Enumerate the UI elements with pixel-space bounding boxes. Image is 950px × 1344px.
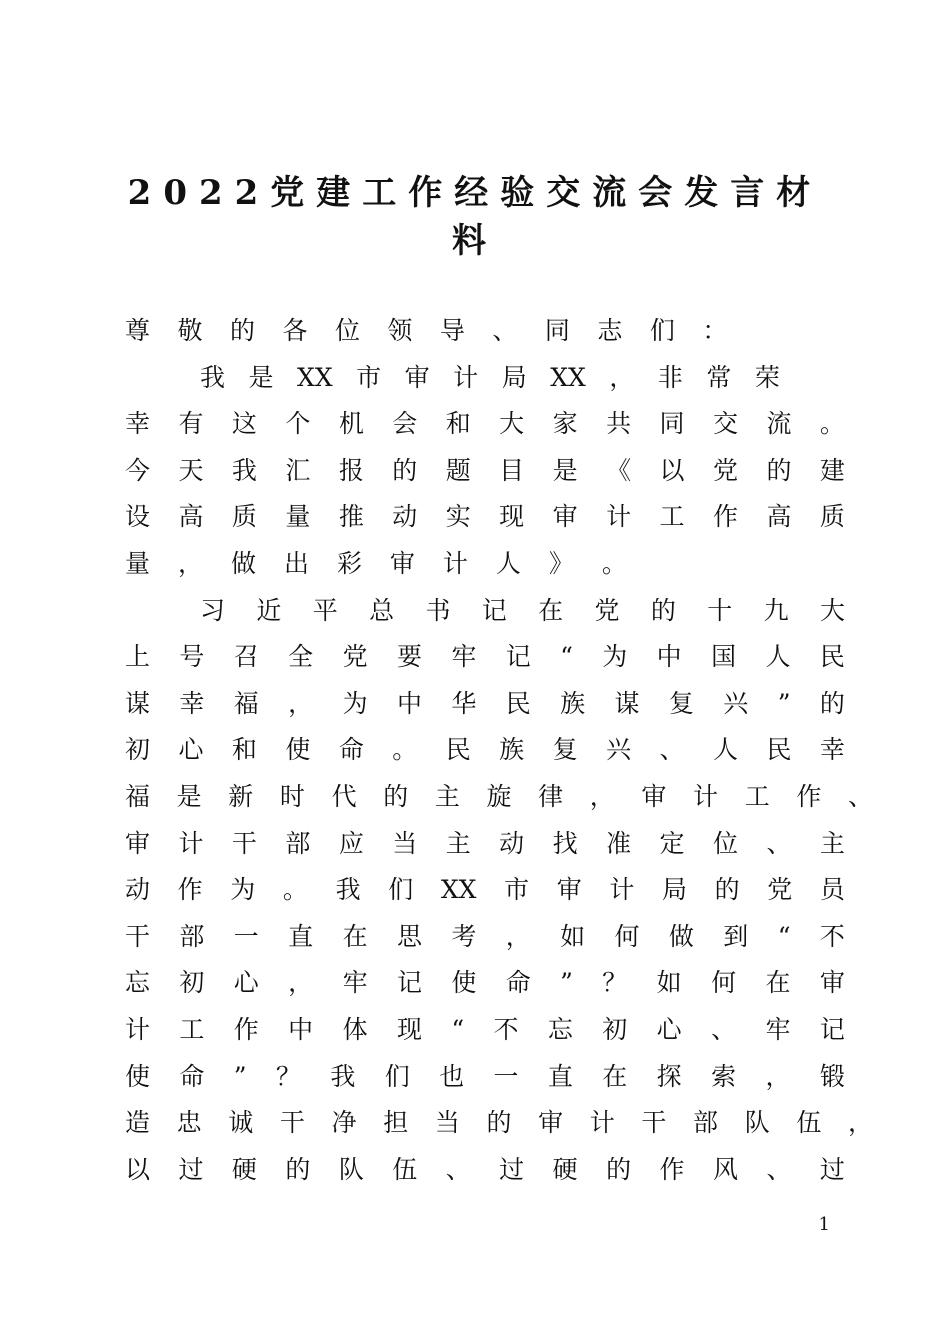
line-glyph: 审 xyxy=(404,362,430,392)
line-glyph: ， xyxy=(288,968,314,998)
line-glyph: 。 xyxy=(282,875,308,905)
document-line xyxy=(125,1100,873,1146)
line-glyph: 大 xyxy=(499,409,525,439)
line-glyph: 新 xyxy=(228,782,254,811)
line-glyph: 平 xyxy=(312,595,338,625)
line-glyph: 质 xyxy=(231,502,257,532)
line-glyph: 为 xyxy=(230,875,256,905)
line-glyph: ， xyxy=(847,1108,873,1138)
document-line xyxy=(125,494,845,540)
line-glyph: 过 xyxy=(178,1154,204,1184)
document-line xyxy=(125,1007,845,1053)
document-line xyxy=(125,448,845,494)
line-glyph: 忘 xyxy=(125,968,151,998)
line-glyph: 使 xyxy=(285,735,311,765)
line-glyph: 律 xyxy=(538,782,564,811)
line-glyph: 流 xyxy=(766,409,792,439)
line-glyph: 幸 xyxy=(179,688,205,718)
line-glyph: XX xyxy=(550,362,586,392)
line-glyph: 如 xyxy=(656,968,682,998)
line-glyph: 初 xyxy=(602,1015,628,1044)
line-glyph: 动 xyxy=(125,875,151,905)
line-glyph: 同 xyxy=(659,409,685,439)
line-glyph: 干 xyxy=(641,1108,667,1138)
line-glyph: 这 xyxy=(231,409,257,439)
line-glyph: 部 xyxy=(179,921,205,951)
line-glyph: 同 xyxy=(544,316,570,345)
line-glyph: 题 xyxy=(445,455,471,485)
line-glyph: 领 xyxy=(387,316,413,345)
line-glyph: 我 xyxy=(335,875,361,905)
document-title-line-2: 料 xyxy=(452,221,498,261)
line-glyph: 代 xyxy=(331,782,357,811)
line-glyph: 在 xyxy=(342,921,368,951)
document-line xyxy=(125,774,873,820)
line-glyph: 推 xyxy=(338,502,364,532)
line-glyph: 工 xyxy=(659,502,685,532)
line-glyph: 干 xyxy=(231,828,257,858)
line-glyph: 有 xyxy=(178,409,204,439)
line-glyph: 牢 xyxy=(342,968,368,998)
line-glyph: “ xyxy=(451,1015,465,1044)
line-glyph: 各 xyxy=(282,316,308,345)
line-glyph: 净 xyxy=(331,1108,357,1138)
line-glyph: 计 xyxy=(609,875,635,905)
line-glyph: 号 xyxy=(179,642,205,672)
line-glyph: 市 xyxy=(356,362,382,392)
document-line xyxy=(200,588,845,634)
line-glyph: 福 xyxy=(233,688,259,718)
line-glyph: 荣 xyxy=(754,362,780,392)
line-glyph: 作 xyxy=(177,875,203,905)
document-line xyxy=(125,914,845,960)
line-glyph: 今 xyxy=(125,455,151,485)
line-glyph: 我 xyxy=(330,1061,356,1091)
line-glyph: 尊 xyxy=(125,316,151,345)
line-glyph: 人 xyxy=(495,549,521,578)
line-glyph: 现 xyxy=(499,502,525,532)
line-glyph: ， xyxy=(288,688,314,718)
page-number: 1 xyxy=(818,1214,830,1235)
line-glyph: 心 xyxy=(656,1015,682,1044)
line-glyph: 幸 xyxy=(819,735,845,765)
line-glyph: 命 xyxy=(505,968,531,998)
line-glyph: 们 xyxy=(649,316,675,345)
line-glyph: 谋 xyxy=(125,688,151,718)
document-title-line-1: 2022党建工作经验交流会发言材 xyxy=(127,173,823,213)
line-glyph: 记 xyxy=(505,642,531,672)
line-glyph: 初 xyxy=(179,968,205,998)
line-glyph: 做 xyxy=(230,549,256,578)
line-glyph: 到 xyxy=(723,921,749,951)
line-glyph: 复 xyxy=(552,735,578,765)
line-glyph: 作 xyxy=(233,1015,259,1044)
line-glyph: 不 xyxy=(819,921,845,951)
line-glyph: 实 xyxy=(445,502,471,532)
line-glyph: 书 xyxy=(425,595,451,625)
line-glyph: 命 xyxy=(179,1061,205,1091)
line-glyph: ” xyxy=(777,688,791,718)
line-glyph: 计 xyxy=(589,1108,615,1138)
line-glyph: 审 xyxy=(641,782,667,811)
line-glyph: 作 xyxy=(659,1154,685,1184)
line-glyph: 计 xyxy=(178,828,204,858)
line-glyph: 探 xyxy=(656,1061,682,1091)
line-glyph: 记 xyxy=(396,968,422,998)
line-glyph: 的 xyxy=(392,455,418,485)
line-glyph: 计 xyxy=(453,362,479,392)
line-glyph: 风 xyxy=(712,1154,738,1184)
line-glyph: 定 xyxy=(659,828,685,858)
line-glyph: 直 xyxy=(288,921,314,951)
line-glyph: 工 xyxy=(744,782,770,811)
line-glyph: 做 xyxy=(668,921,694,951)
line-glyph: 民 xyxy=(505,688,531,718)
line-glyph: 审 xyxy=(538,1108,564,1138)
line-glyph: 高 xyxy=(766,502,792,532)
line-glyph: 出 xyxy=(283,549,309,578)
line-glyph: 们 xyxy=(384,1061,410,1091)
line-glyph: 福 xyxy=(125,782,151,811)
line-glyph: 幸 xyxy=(125,409,151,439)
line-glyph: 个 xyxy=(285,409,311,439)
document-line xyxy=(125,401,845,447)
line-glyph: 》 xyxy=(548,549,574,578)
line-glyph: 记 xyxy=(819,1015,845,1044)
document-line xyxy=(125,1147,845,1193)
line-glyph: 员 xyxy=(819,875,845,905)
line-glyph: 民 xyxy=(819,642,845,672)
line-glyph: 彩 xyxy=(336,549,362,578)
line-glyph: 硬 xyxy=(231,1154,257,1184)
line-glyph: 动 xyxy=(499,828,525,858)
line-glyph: 以 xyxy=(659,455,685,485)
line-glyph: “ xyxy=(777,921,791,951)
line-glyph: 和 xyxy=(231,735,257,765)
line-glyph: 一 xyxy=(493,1061,519,1091)
line-glyph: 为 xyxy=(602,642,628,672)
line-glyph: 审 xyxy=(389,549,415,578)
line-glyph: 初 xyxy=(125,735,151,765)
line-glyph: 、 xyxy=(766,828,792,858)
line-glyph: 审 xyxy=(125,828,151,858)
line-glyph: 和 xyxy=(445,409,471,439)
line-glyph: 人 xyxy=(765,642,791,672)
line-glyph: 作 xyxy=(712,502,738,532)
line-glyph: 干 xyxy=(125,921,151,951)
line-glyph: 计 xyxy=(606,502,632,532)
line-glyph: 志 xyxy=(597,316,623,345)
line-glyph: 干 xyxy=(279,1108,305,1138)
line-glyph: 的 xyxy=(650,595,676,625)
line-glyph: 忠 xyxy=(176,1108,202,1138)
line-glyph: 的 xyxy=(819,688,845,718)
line-glyph: 硬 xyxy=(552,1154,578,1184)
line-glyph: 当 xyxy=(434,1108,460,1138)
line-glyph: 以 xyxy=(125,1154,151,1184)
line-glyph: 家 xyxy=(552,409,578,439)
line-glyph: 、 xyxy=(711,1015,737,1044)
line-glyph: 是 xyxy=(248,362,274,392)
line-glyph: 诚 xyxy=(228,1108,254,1138)
line-glyph: 忘 xyxy=(547,1015,573,1044)
line-glyph: 中 xyxy=(656,642,682,672)
line-glyph: 伍 xyxy=(392,1154,418,1184)
line-glyph: 导 xyxy=(439,316,465,345)
line-glyph: 在 xyxy=(765,968,791,998)
line-glyph: 造 xyxy=(125,1108,151,1138)
line-glyph: 、 xyxy=(659,735,685,765)
line-glyph: ” xyxy=(560,968,573,998)
line-glyph: 使 xyxy=(451,968,477,998)
line-glyph: 目 xyxy=(499,455,525,485)
line-glyph: 的 xyxy=(383,782,409,811)
line-glyph: ， xyxy=(177,549,203,578)
line-glyph: 召 xyxy=(233,642,259,672)
line-glyph: 华 xyxy=(451,688,477,718)
line-glyph: 索 xyxy=(711,1061,737,1091)
line-glyph: 市 xyxy=(504,875,530,905)
line-glyph: 审 xyxy=(552,502,578,532)
line-glyph: 党 xyxy=(712,455,738,485)
line-glyph: 的 xyxy=(285,1154,311,1184)
line-glyph: 计 xyxy=(693,782,719,811)
line-glyph: 为 xyxy=(342,688,368,718)
line-glyph: 习 xyxy=(200,595,226,625)
line-glyph: 共 xyxy=(606,409,632,439)
line-glyph: 《 xyxy=(606,455,632,485)
line-glyph: 会 xyxy=(392,409,418,439)
line-glyph: 谋 xyxy=(614,688,640,718)
line-glyph: 部 xyxy=(693,1108,719,1138)
line-glyph: 队 xyxy=(338,1154,364,1184)
line-glyph: 的 xyxy=(229,316,255,345)
line-glyph: 何 xyxy=(711,968,737,998)
line-glyph: 党 xyxy=(342,642,368,672)
line-glyph: 兴 xyxy=(606,735,632,765)
line-glyph: ， xyxy=(589,782,615,811)
line-glyph: 作 xyxy=(796,782,822,811)
line-glyph: 主 xyxy=(434,782,460,811)
line-glyph: ， xyxy=(609,362,635,392)
line-glyph: 找 xyxy=(552,828,578,858)
line-glyph: 位 xyxy=(334,316,360,345)
line-glyph: 过 xyxy=(819,1154,845,1184)
line-glyph: 记 xyxy=(481,595,507,625)
line-glyph: 大 xyxy=(819,595,845,625)
line-glyph: 中 xyxy=(288,1015,314,1044)
line-glyph: 十 xyxy=(707,595,733,625)
line-glyph: 我 xyxy=(200,362,226,392)
line-glyph: 队 xyxy=(744,1108,770,1138)
line-glyph: ， xyxy=(765,1061,791,1091)
line-glyph: ？ xyxy=(275,1061,301,1091)
line-glyph: 党 xyxy=(767,875,793,905)
line-glyph: 交 xyxy=(712,409,738,439)
line-glyph: 计 xyxy=(125,1015,151,1044)
line-glyph: 是 xyxy=(552,455,578,485)
line-glyph: 工 xyxy=(179,1015,205,1044)
line-glyph: 上 xyxy=(125,642,151,672)
line-glyph: 主 xyxy=(445,828,471,858)
line-glyph: 直 xyxy=(547,1061,573,1091)
line-glyph: 使 xyxy=(125,1061,151,1091)
line-glyph: 、 xyxy=(492,316,518,345)
line-glyph: XX xyxy=(440,875,477,905)
line-glyph: 非 xyxy=(657,362,683,392)
line-glyph: 部 xyxy=(285,828,311,858)
line-glyph: 设 xyxy=(125,502,151,532)
line-glyph: 牢 xyxy=(765,1015,791,1044)
line-glyph: 。 xyxy=(392,735,418,765)
line-glyph: 现 xyxy=(396,1015,422,1044)
line-glyph: 应 xyxy=(338,828,364,858)
line-glyph: 何 xyxy=(614,921,640,951)
line-glyph: 族 xyxy=(499,735,525,765)
line-glyph: 民 xyxy=(445,735,471,765)
line-glyph: 、 xyxy=(445,1154,471,1184)
line-glyph: 兴 xyxy=(723,688,749,718)
line-glyph: 时 xyxy=(279,782,305,811)
line-glyph: 体 xyxy=(342,1015,368,1044)
line-glyph: ： xyxy=(702,316,728,345)
document-line xyxy=(125,727,845,773)
line-glyph: ” xyxy=(233,1061,247,1091)
line-glyph: 也 xyxy=(439,1061,465,1091)
line-glyph: 在 xyxy=(538,595,564,625)
line-glyph: 、 xyxy=(766,1154,792,1184)
line-glyph: 敬 xyxy=(177,316,203,345)
line-glyph: 旋 xyxy=(486,782,512,811)
line-glyph: 质 xyxy=(819,502,845,532)
line-glyph: 。 xyxy=(601,549,627,578)
line-glyph: 建 xyxy=(819,455,845,485)
line-glyph: 在 xyxy=(602,1061,628,1091)
line-glyph: 中 xyxy=(396,688,422,718)
line-glyph: 动 xyxy=(392,502,418,532)
line-glyph: 思 xyxy=(396,921,422,951)
line-glyph: 的 xyxy=(714,875,740,905)
line-glyph: 我 xyxy=(231,455,257,485)
line-glyph: 们 xyxy=(388,875,414,905)
line-glyph: 全 xyxy=(288,642,314,672)
document-line xyxy=(125,681,845,727)
line-glyph: 审 xyxy=(819,968,845,998)
line-glyph: 担 xyxy=(383,1108,409,1138)
line-glyph: 一 xyxy=(233,921,259,951)
line-glyph: 量 xyxy=(285,502,311,532)
document-line xyxy=(125,1054,845,1100)
line-glyph: 党 xyxy=(594,595,620,625)
line-glyph: 局 xyxy=(501,362,527,392)
line-glyph: 伍 xyxy=(796,1108,822,1138)
line-glyph: 审 xyxy=(556,875,582,905)
line-glyph: 族 xyxy=(560,688,586,718)
line-glyph: 高 xyxy=(178,502,204,532)
line-glyph: 如 xyxy=(560,921,586,951)
document-line xyxy=(125,308,727,354)
line-glyph: 位 xyxy=(712,828,738,858)
line-glyph: 是 xyxy=(176,782,202,811)
line-glyph: 主 xyxy=(819,828,845,858)
line-glyph: 不 xyxy=(493,1015,519,1044)
line-glyph: 近 xyxy=(256,595,282,625)
line-glyph: 汇 xyxy=(285,455,311,485)
line-glyph: 牢 xyxy=(451,642,477,672)
line-glyph: ， xyxy=(505,921,531,951)
line-glyph: 复 xyxy=(668,688,694,718)
line-glyph: 常 xyxy=(706,362,732,392)
line-glyph: 人 xyxy=(712,735,738,765)
line-glyph: 准 xyxy=(606,828,632,858)
line-glyph: 的 xyxy=(766,455,792,485)
document-line xyxy=(125,867,845,913)
document-line xyxy=(125,634,845,680)
line-glyph: 量 xyxy=(125,549,151,578)
line-glyph: 、 xyxy=(847,782,873,811)
line-glyph: 的 xyxy=(486,1108,512,1138)
line-glyph: 报 xyxy=(338,455,364,485)
line-glyph: 当 xyxy=(392,828,418,858)
line-glyph: 计 xyxy=(442,549,468,578)
line-glyph: “ xyxy=(560,642,573,672)
line-glyph: 命 xyxy=(338,735,364,765)
line-glyph: 天 xyxy=(178,455,204,485)
document-line xyxy=(125,821,845,867)
line-glyph: XX xyxy=(297,362,333,392)
line-glyph: ？ xyxy=(602,968,628,998)
line-glyph: 总 xyxy=(369,595,395,625)
line-glyph: 锻 xyxy=(819,1061,845,1091)
line-glyph: 机 xyxy=(338,409,364,439)
line-glyph: 的 xyxy=(606,1154,632,1184)
document-line xyxy=(125,960,845,1006)
line-glyph: 九 xyxy=(763,595,789,625)
document-line xyxy=(125,541,627,587)
line-glyph: 局 xyxy=(662,875,688,905)
line-glyph: 国 xyxy=(711,642,737,672)
line-glyph: 民 xyxy=(766,735,792,765)
line-glyph: 心 xyxy=(178,735,204,765)
line-glyph: 心 xyxy=(233,968,259,998)
line-glyph: 要 xyxy=(396,642,422,672)
line-glyph: 过 xyxy=(499,1154,525,1184)
document-line xyxy=(200,355,780,401)
line-glyph: 考 xyxy=(451,921,477,951)
line-glyph: 。 xyxy=(819,409,845,439)
